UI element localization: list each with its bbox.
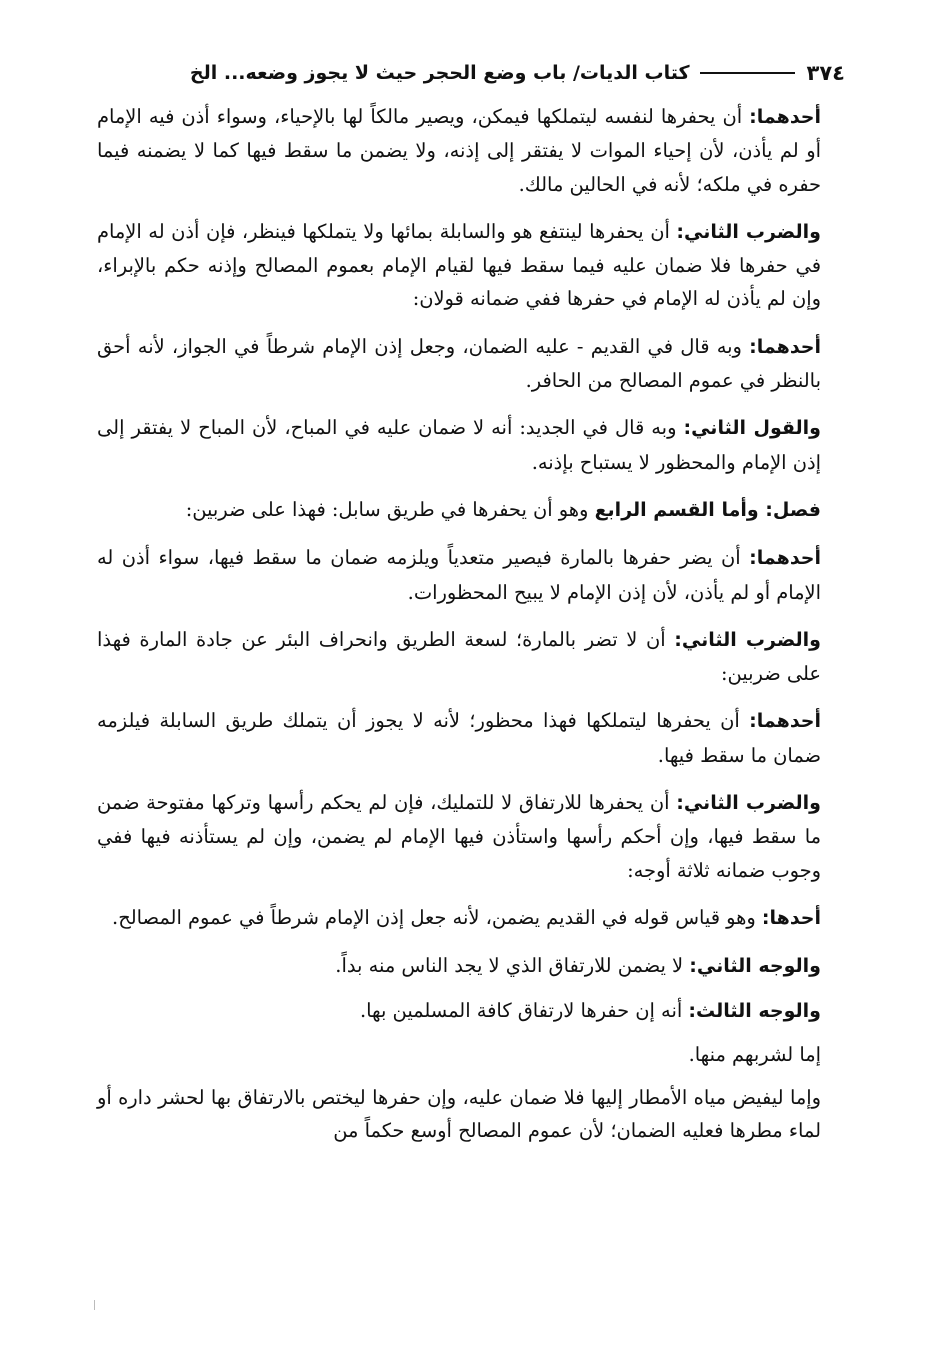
paragraph-text: وهو قياس قوله في القديم يضمن، لأنه جعل إذن الإمام شرطاً في عموم المصالح. — [112, 905, 762, 929]
header-rule — [700, 72, 795, 74]
paragraph-lead: أحدهما: — [749, 710, 821, 733]
paragraph-lead: أحدهما: — [749, 335, 821, 358]
paragraph-text: وإما ليفيض مياه الأمطار إليها فلا ضمان عليه، وإن حفرها ليختص بالارتفاق بها لحشر داره أو لماء مطرها فعليه الضمان؛ لأن عموم المصالح أوسع حكماً من — [97, 1086, 821, 1143]
paragraph — [97, 215, 849, 316]
paragraph-lead: والقول الثاني: — [683, 417, 821, 440]
paragraph — [97, 623, 849, 691]
paragraph-text: وبه قال في القديم - عليه الضمان، وجعل إذن الإمام شرطاً في الجواز، لأنه أحق بالنظر في عموم المصالح من الحافر. — [97, 334, 821, 393]
paragraph-lead: والضرب الثاني: — [676, 792, 821, 815]
paragraph — [97, 994, 849, 1028]
paragraph-lead: أحدهما: — [749, 106, 821, 128]
paragraph — [97, 1038, 849, 1071]
paragraph — [97, 541, 849, 609]
paragraph — [97, 411, 849, 479]
paragraph — [97, 949, 849, 983]
paragraph-text: أن يحفرها لنفسه ليتملكها فيمكن، ويصير مالكاً لها بالإحياء، وسواء أذن فيه الإمام أو لم يأذن، لأن إحياء الموات لا يفتقر إلى إذنه، ولا يضمن ما سقط فيها كما لا يضمنه فيما حفره في ملكه؛ لأنه في الحالين مالك. — [97, 105, 821, 196]
running-title: كتاب الديات/ باب وضع الحجر حيث لا يجوز وضعه... الخ — [189, 62, 690, 84]
paragraph-text: أن لا تضر بالمارة؛ لسعة الطريق وانحراف البئر عن جادة المارة فهذا على ضربين: — [97, 627, 821, 686]
paragraph-text: أن يضر حفرها بالمارة فيصير متعدياً ويلزمه ضمان ما سقط فيها، سواء أذن له الإمام أو لم يأذن، لأن إذن الإمام لا يبيح المحظورات. — [97, 546, 821, 604]
page-number: ٣٧٤ — [806, 61, 845, 85]
paragraph-text: أنه إن حفرها لارتفاق كافة المسلمين بها. — [359, 998, 689, 1022]
paragraph — [97, 786, 849, 887]
paragraph — [97, 330, 849, 398]
paragraph — [97, 100, 849, 201]
paragraph-text: أن يحفرها للارتفاق لا للتمليك، فإن لم يحكم رأسها وتركها مفتوحة ضمن ما سقط فيها، وإن أحكم رأسها واستأذن فيها الإمام لم يضمن، وإن لم يستأذنه فيها ففي وجوب ضمانه ثلاثة أوجه: — [97, 791, 821, 882]
running-header — [90, 56, 845, 90]
paragraph-lead: أحدها: — [761, 906, 821, 929]
paragraph — [97, 901, 849, 935]
page-body — [97, 100, 849, 1162]
paragraph-text: إما لشربهم منها. — [688, 1042, 821, 1066]
section-heading: فصل: وأما القسم الرابع — [594, 498, 821, 521]
paragraph-text: وبه قال في الجديد: أنه لا ضمان عليه في المباح، لأن المباح لا يفتقر إلى إذن الإمام والمحظور لا يستباح بإذنه. — [97, 416, 821, 474]
paragraph — [97, 1081, 849, 1148]
paragraph-text: لا يضمن للارتفاق الذي لا يجد الناس منه بداً. — [335, 954, 690, 978]
paragraph-lead: والضرب الثاني: — [676, 220, 821, 243]
paragraph-text: وهو أن يحفرها في طريق سابل: فهذا على ضربين: — [185, 497, 595, 521]
paragraph-text: أن يحفرها لينتفع هو والسابلة بمائها ولا يتملكها فينظر، فإن أذن له الإمام في حفرها فلا ضمان عليه فيما سقط فيها لقيام الإمام بعموم المصالح وإذنه حكم بالإبراء، وإن لم يأذن له الإمام في حفرها ففي ضمانه قولان: — [97, 219, 821, 311]
paragraph-lead: والضرب الثاني: — [674, 628, 821, 651]
scan-mark — [94, 1300, 95, 1310]
paragraph-lead: والوجه الثاني: — [689, 955, 821, 978]
section-heading-paragraph — [97, 493, 849, 527]
paragraph — [97, 704, 849, 772]
paragraph-lead: والوجه الثالث: — [688, 999, 821, 1022]
paragraph-lead: أحدهما: — [749, 547, 821, 570]
paragraph-text: أن يحفرها ليتملكها فهذا محظور؛ لأنه لا يجوز أن يتملك طريق السابلة فيلزمه ضمان ما سقط فيها. — [97, 709, 821, 767]
